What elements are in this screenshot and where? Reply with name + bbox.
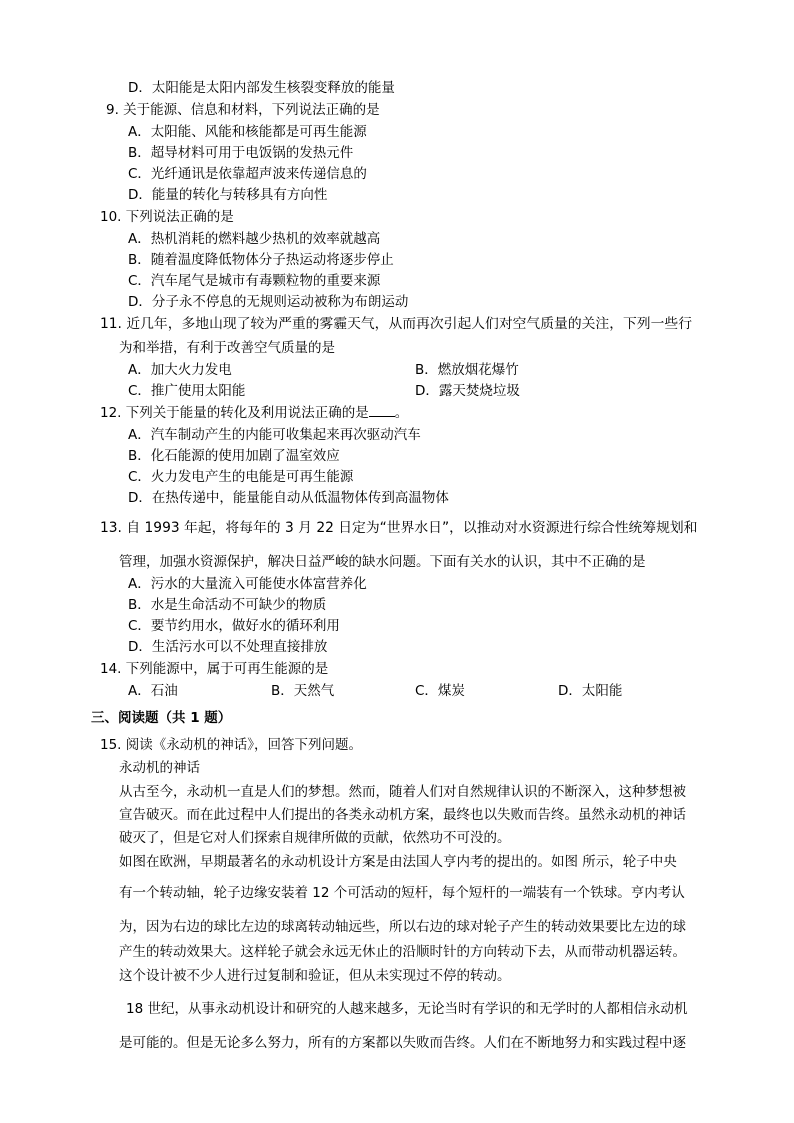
q13-option-c: C．要节约用水，做好水的循环利用	[128, 618, 340, 634]
q12-option-b: B．化石能源的使用加剧了温室效应	[128, 448, 340, 464]
article-line-8: 这个设计被不少人进行过复制和验证，但从未实现过不停的转动。	[119, 968, 511, 984]
q11-option-b: B．燃放烟花爆竹	[415, 362, 519, 378]
q12-option-d: D．在热传递中，能量能自动从低温物体传到高温物体	[128, 490, 449, 506]
article-line-5: 有一个转动轴，轮子边缘安装着 12 个可活动的短杆，每个短杆的一端装有一个铁球。亨内考认	[119, 885, 685, 901]
q14-option-b: B．天然气	[271, 683, 335, 699]
question-13: 13. 自 1993 年起，将每年的 3 月 22 日定为“世界水日”，以推动对水资源进行综合性统筹规划和	[100, 520, 698, 536]
q10-option-d: D．分子永不停息的无规则运动被称为布朗运动	[128, 294, 409, 310]
question-13-continued: 管理，加强水资源保护，解决日益严峻的缺水问题。下面有关水的认识，其中不正确的是	[119, 554, 646, 570]
article-line-9: 18 世纪，从事永动机设计和研究的人越来越多，无论当时有学识的和无学时的人都相信永动机	[126, 1001, 688, 1017]
article-line-10: 是可能的。但是无论多么努力，所有的方案都以失败而告终。人们在不断地努力和实践过程中逐	[119, 1035, 686, 1051]
q11-option-c: C．推广使用太阳能	[128, 383, 246, 399]
q9-option-a: A．太阳能、风能和核能都是可再生能源	[128, 124, 367, 140]
q9-option-b: B．超导材料可用于电饭锅的发热元件	[128, 145, 354, 161]
q9-option-d: D．能量的转化与转移具有方向性	[128, 187, 328, 203]
question-12	[100, 404, 408, 422]
q9-option-c: C．光纤通讯是依靠超声波来传递信息的	[128, 166, 367, 182]
q12-option-c: C．火力发电产生的电能是可再生能源	[128, 469, 354, 485]
article-line-4: 如图在欧洲，早期最著名的永动机设计方案是由法国人亨内考的提出的。如图 所示，轮子中央	[119, 854, 677, 870]
article-title: 永动机的神话	[119, 760, 200, 776]
q10-option-a: A．热机消耗的燃料越少热机的效率就越高	[128, 231, 381, 247]
question-14: 14. 下列能源中，属于可再生能源的是	[100, 661, 329, 677]
question-9: 9. 关于能源、信息和材料，下列说法正确的是	[106, 102, 380, 118]
q12-option-a: A．汽车制动产生的内能可收集起来再次驱动汽车	[128, 427, 421, 443]
q14-option-a: A．石油	[128, 683, 178, 699]
answer-blank	[369, 404, 395, 417]
section-heading: 三、阅读题（共 1 题）	[91, 710, 232, 726]
q8-option-d: D．太阳能是太阳内部发生核裂变释放的能量	[128, 80, 395, 96]
question-12-end: 。	[394, 405, 409, 421]
q10-option-b: B．随着温度降低物体分子热运动将逐步停止	[128, 252, 394, 268]
q14-option-c: C．煤炭	[415, 683, 465, 699]
article-line-7: 产生的转动效果大。这样轮子就会永远无休止的沿顺时针的方向转动下去，从而带动机器运转。	[119, 944, 686, 960]
q13-option-a: A．污水的大量流入可能使水体富营养化	[128, 576, 367, 592]
article-line-2: 宣告破灭。而在此过程中人们提出的各类永动机方案，最终也以失败而告终。虽然永动机的神话	[119, 807, 686, 823]
question-11: 11. 近几年，多地山现了较为严重的雾霾天气，从而再次引起人们对空气质量的关注，下列一些行	[100, 316, 692, 332]
question-12-text: 12. 下列关于能量的转化及利用说法正确的是	[100, 405, 369, 421]
question-10: 10. 下列说法正确的是	[100, 209, 234, 225]
q10-option-c: C．汽车尾气是城市有毒颗粒物的重要来源	[128, 273, 381, 289]
q13-option-b: B．水是生命活动不可缺少的物质	[128, 597, 327, 613]
q11-option-d: D．露天焚烧垃圾	[415, 383, 520, 399]
article-line-3: 破灭了，但是它对人们探索自规律所做的贡献，依然功不可没的。	[119, 830, 511, 846]
q13-option-d: D．生活污水可以不处理直接排放	[128, 639, 328, 655]
article-line-6: 为，因为右边的球比左边的球离转动轴远些，所以右边的球对轮子产生的转动效果要比左边的球	[119, 919, 686, 935]
q14-option-d: D．太阳能	[558, 683, 623, 699]
question-15: 15. 阅读《永动机的神话》，回答下列问题。	[100, 737, 363, 753]
q11-option-a: A．加大火力发电	[128, 362, 232, 378]
question-11-continued: 为和举措，有利于改善空气质量的是	[119, 340, 335, 356]
article-line-1: 从古至今，永动机一直是人们的梦想。然而，随着人们对自然规律认识的不断深入，这种梦想被	[119, 784, 686, 800]
